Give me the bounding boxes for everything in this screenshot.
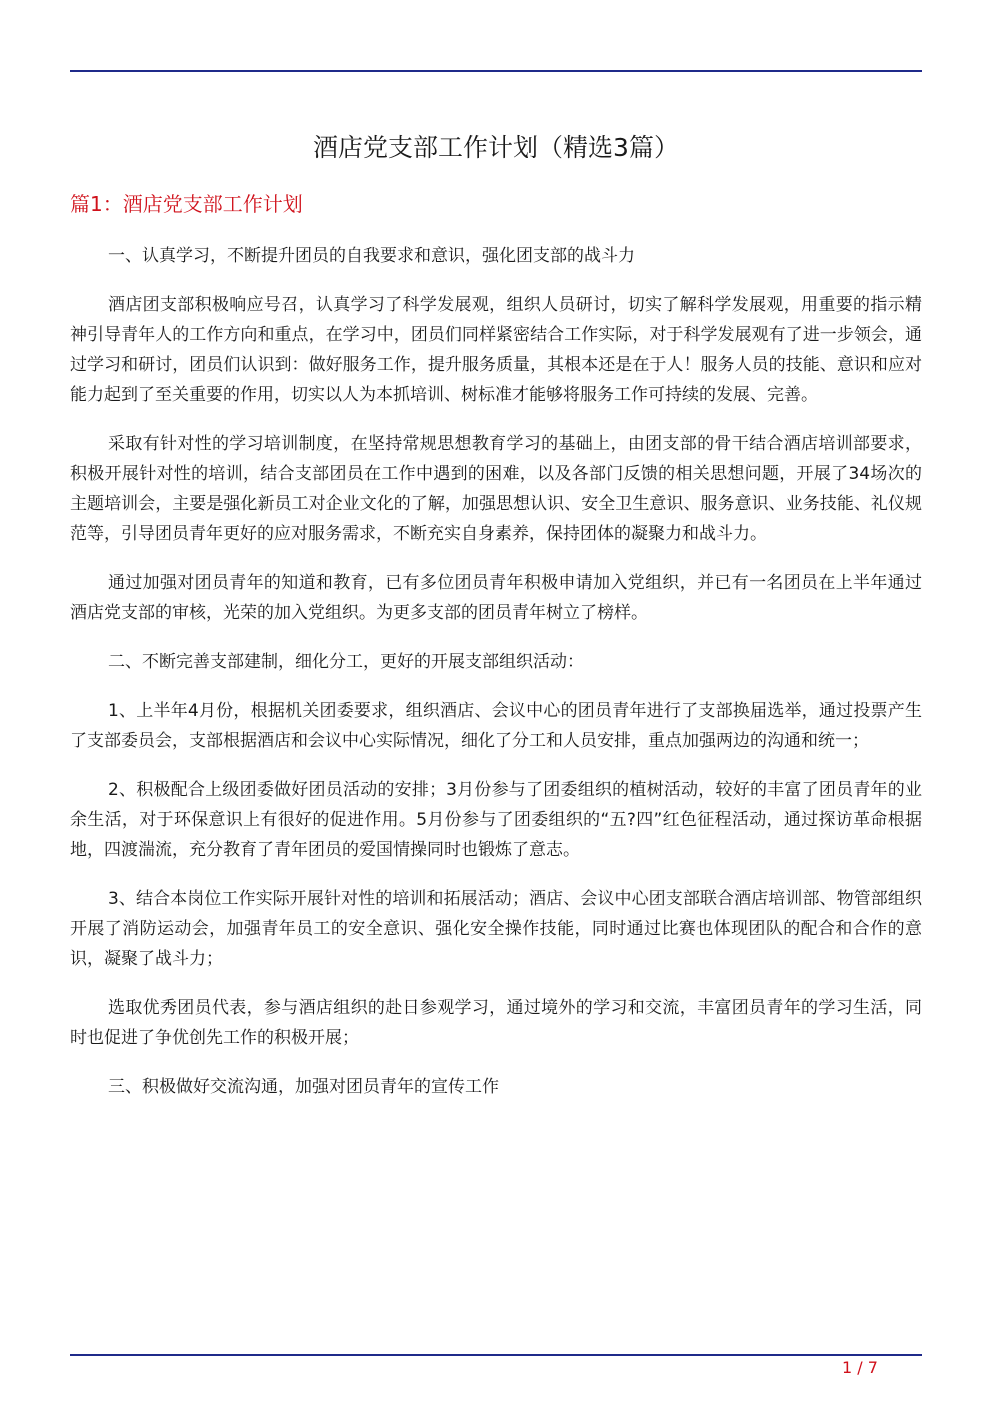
paragraph: 3、结合本岗位工作实际开展针对性的培训和拓展活动；酒店、会议中心团支部联合酒店培训部、物管部组织开展了消防运动会，加强青年员工的安全意识、强化安全操作技能，同时通过比赛也体现团队的配合和合作的意识，凝聚了战斗力； (70, 889, 922, 969)
paragraph: 通过加强对团员青年的知道和教育，已有多位团员青年积极申请加入党组织，并已有一名团员在上半年通过酒店党支部的审核，光荣的加入党组织。为更多支部的团员青年树立了榜样。 (70, 573, 922, 623)
paragraph: 1、上半年4月份，根据机关团委要求，组织酒店、会议中心的团员青年进行了支部换届选举，通过投票产生了支部委员会，支部根据酒店和会议中心实际情况，细化了分工和人员安排，重点加强两边的沟通和统一； (70, 701, 922, 751)
footer-rule (70, 1354, 922, 1356)
section-heading: 篇1：酒店党支部工作计划 (70, 192, 303, 216)
paragraph-heading-3: 三、积极做好交流沟通，加强对团员青年的宣传工作 (108, 1077, 499, 1097)
document-title: 酒店党支部工作计划（精选3篇） (313, 133, 679, 162)
paragraph-heading-2: 二、不断完善支部建制，细化分工，更好的开展支部组织活动： (108, 652, 584, 672)
paragraph: 2、积极配合上级团委做好团员活动的安排；3月份参与了团委组织的植树活动，较好的丰富了团员青年的业余生活，对于环保意识上有很好的促进作用。5月份参与了团委组织的“五?四”红色征程活动，通过探访革命根据地，四渡湍流，充分教育了青年团员的爱国情操同时也锻炼了意志。 (70, 780, 922, 860)
paragraph: 采取有针对性的学习培训制度，在坚持常规思想教育学习的基础上，由团支部的骨干结合酒店培训部要求，积极开展针对性的培训，结合支部团员在工作中遇到的困难，以及各部门反馈的相关思想问题，开展了34场次的主题培训会，主要是强化新员工对企业文化的了解，加强思想认识、安全卫生意识、服务意识、业务技能、礼仪规范等，引导团员青年更好的应对服务需求，不断充实自身素养，保持团体的凝聚力和战斗力。 (70, 434, 922, 544)
page-number: 1 / 7 (842, 1358, 878, 1377)
paragraph: 选取优秀团员代表，参与酒店组织的赴日参观学习，通过境外的学习和交流，丰富团员青年的学习生活，同时也促进了争优创先工作的积极开展； (70, 998, 922, 1048)
document-body (70, 241, 922, 1121)
header-rule (70, 70, 922, 72)
paragraph: 酒店团支部积极响应号召，认真学习了科学发展观，组织人员研讨，切实了解科学发展观，用重要的指示精神引导青年人的工作方向和重点，在学习中，团员们同样紧密结合工作实际，对于科学发展观有了进一步领会，通过学习和研讨，团员们认识到：做好服务工作，提升服务质量，其根本还是在于人！服务人员的技能、意识和应对能力起到了至关重要的作用，切实以人为本抓培训、树标准才能够将服务工作可持续的发展、完善。 (70, 295, 922, 405)
paragraph-heading-1: 一、认真学习，不断提升团员的自我要求和意识，强化团支部的战斗力 (108, 246, 635, 266)
